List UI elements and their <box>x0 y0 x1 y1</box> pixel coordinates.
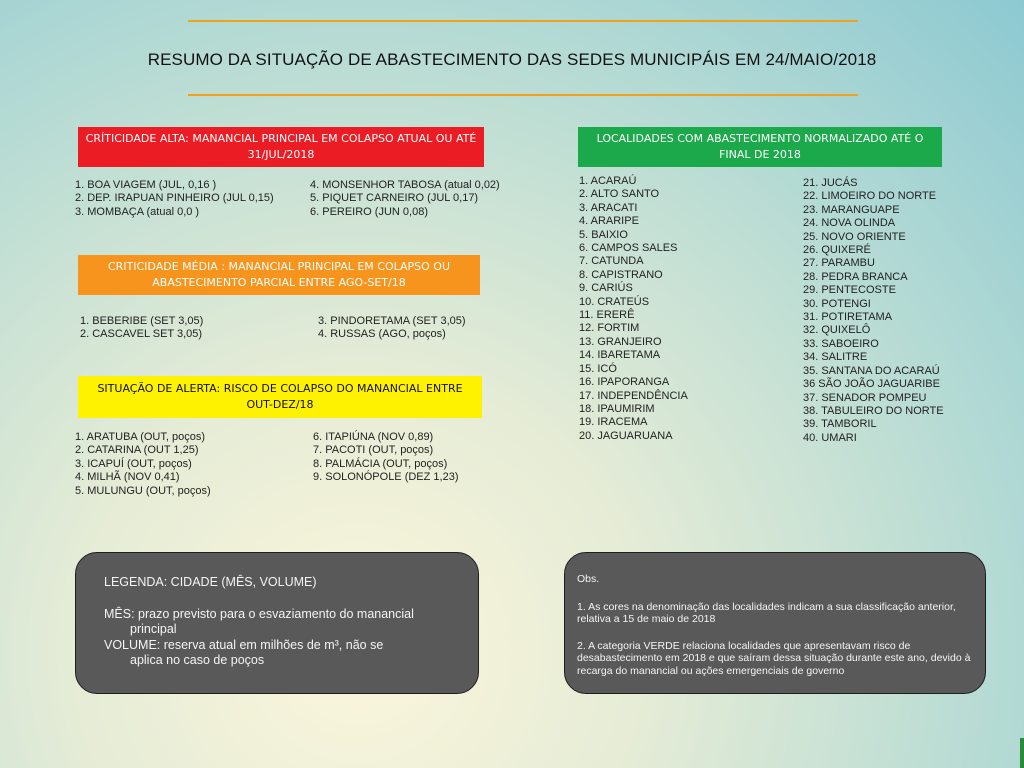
list-item: 21. JUCÁS <box>803 177 858 189</box>
alerta-list-2 <box>313 431 459 485</box>
list-item: 8. PALMÁCIA (OUT, poços) <box>313 457 448 470</box>
list-item: 5. BAIXIO <box>579 228 628 241</box>
list-item: 3. PINDORETAMA (SET 3,05) <box>318 315 466 327</box>
list-item: 1. BOA VIAGEM (JUL, 0,16 ) <box>75 179 217 191</box>
list-item: 2. CATARINA (OUT 1,25) <box>75 444 199 457</box>
list-item: 37. SENADOR POMPEU <box>803 391 927 404</box>
obs-box <box>564 552 986 694</box>
alta-list-1 <box>75 179 274 219</box>
list-item: 2. ALTO SANTO <box>579 188 660 201</box>
list-item: 5. MULUNGU (OUT, poços) <box>75 484 211 497</box>
list-item: 30. POTENGI <box>803 297 871 310</box>
list-item: 3. ARACATI <box>579 201 638 214</box>
list-item: 3. ICAPUÍ (OUT, poços) <box>75 457 192 470</box>
list-item: 14. IBARETAMA <box>579 349 661 362</box>
legend-mes: MÊS: prazo previsto para o esvaziamento do manancial <box>104 606 414 621</box>
legend-volume-cont: aplica no caso de poços <box>130 653 265 667</box>
list-item: 31. POTIRETAMA <box>803 311 893 324</box>
list-item: 15. ICÓ <box>579 362 617 375</box>
list-item: 13. GRANJEIRO <box>579 335 662 348</box>
list-item: 24. NOVA OLINDA <box>803 217 896 230</box>
page-title: RESUMO DA SITUAÇÃO DE ABASTECIMENTO DAS SEDES MUNICIPÁIS EM 24/MAIO/2018 <box>147 50 877 69</box>
obs-note-1: 1. As cores na denominação das localidades indicam a sua classificação anterior, relativa a 15 de maio de 2018 <box>577 600 956 625</box>
legend-title: LEGENDA: CIDADE (MÊS, VOLUME) <box>104 575 317 589</box>
list-item: 8. CAPISTRANO <box>579 268 663 281</box>
list-item: 5. PIQUET CARNEIRO (JUL 0,17) <box>310 192 479 205</box>
media-list-2 <box>318 315 466 342</box>
corner-accent <box>1020 738 1024 768</box>
legend-volume: VOLUME: reserva atual em milhões de m³, não se <box>104 637 384 652</box>
list-item: 39. TAMBORIL <box>803 418 877 431</box>
list-item: 3. MOMBAÇA (atual 0,0 ) <box>75 205 200 218</box>
list-item: 35. SANTANA DO ACARAÚ <box>803 364 940 377</box>
list-item: 6. ITAPIÚNA (NOV 0,89) <box>313 431 434 443</box>
list-item: 9. CARIÚS <box>579 282 633 295</box>
list-item: 36 SÃO JOÃO JAGUARIBE <box>803 378 940 391</box>
list-item: 34. SALITRE <box>803 351 868 364</box>
obs-title: Obs. <box>577 573 600 585</box>
list-item: 29. PENTECOSTE <box>803 284 896 297</box>
list-item: 4. ARARIPE <box>579 215 639 228</box>
list-item: 1. ACARAÚ <box>579 175 637 187</box>
alerta-list-1 <box>75 431 211 498</box>
list-item: 12. FORTIM <box>579 322 640 335</box>
list-item: 33. SABOEIRO <box>803 337 879 350</box>
list-item: 18. IPAUMIRIM <box>579 402 655 415</box>
media-list-1 <box>80 315 203 342</box>
list-item: 28. PEDRA BRANCA <box>803 270 908 283</box>
list-item: 2. CASCAVEL SET 3,05) <box>80 328 203 341</box>
list-item: 32. QUIXELÔ <box>803 324 871 337</box>
list-item: 20. JAGUARUANA <box>579 429 673 442</box>
list-item: 22. LIMOEIRO DO NORTE <box>803 190 937 203</box>
list-item: 17. INDEPENDÊNCIA <box>579 389 688 402</box>
list-item: 4. RUSSAS (AGO, poços) <box>318 328 446 341</box>
legend-mes-cont: principal <box>130 622 177 636</box>
list-item: 6. CAMPOS SALES <box>579 242 678 255</box>
list-item: 7. PACOTI (OUT, poços) <box>313 444 434 457</box>
list-item: 4. MILHÃ (NOV 0,41) <box>75 471 180 484</box>
list-item: 25. NOVO ORIENTE <box>803 230 906 243</box>
top-divider <box>188 20 858 22</box>
list-item: 16. IPAPORANGA <box>579 376 670 389</box>
list-item: 2. DEP. IRAPUAN PINHEIRO (JUL 0,15) <box>75 192 274 205</box>
list-item: 19. IRACEMA <box>579 416 648 429</box>
list-item: 11. ERERÊ <box>579 309 635 322</box>
normal-list-1 <box>579 175 688 443</box>
list-item: 23. MARANGUAPE <box>803 203 900 216</box>
list-item: 1. ARATUBA (OUT, poços) <box>75 431 206 443</box>
normal-list-2 <box>803 177 944 445</box>
title-divider <box>188 94 858 96</box>
list-item: 40. UMARI <box>803 431 857 444</box>
list-item: 4. MONSENHOR TABOSA (atual 0,02) <box>310 179 500 191</box>
media-header: CRITICIDADE MÉDIA : MANANCIAL PRINCIPAL EM COLAPSO OU ABASTECIMENTO PARCIAL ENTRE AGO-SET/18 <box>78 255 480 295</box>
list-item: 7. CATUNDA <box>579 255 644 268</box>
list-item: 9. SOLONÓPOLE (DEZ 1,23) <box>313 471 459 484</box>
list-item: 1. BEBERIBE (SET 3,05) <box>80 315 204 327</box>
alerta-header: SITUAÇÃO DE ALERTA: RISCO DE COLAPSO DO MANANCIAL ENTRE OUT-DEZ/18 <box>78 376 482 418</box>
list-item: 10. CRATEÚS <box>579 295 650 308</box>
list-item: 38. TABULEIRO DO NORTE <box>803 404 944 417</box>
list-item: 27. PARAMBU <box>803 257 875 270</box>
obs-note-2: 2. A categoria VERDE relaciona localidades que apresentavam risco de desabastecimento em 2018 e que saíram dessa situação durante este ano, devido à recarga do manancial ou ações emergenciais de governo <box>577 639 971 677</box>
alta-header: CRÍTICIDADE ALTA: MANANCIAL PRINCIPAL EM COLAPSO ATUAL OU ATÉ 31/JUL/2018 <box>78 127 484 167</box>
list-item: 6. PEREIRO (JUN 0,08) <box>310 205 428 218</box>
list-item: 26. QUIXERÉ <box>803 244 871 257</box>
legend-box <box>75 552 479 694</box>
alta-list-2 <box>310 179 500 219</box>
normal-header: LOCALIDADES COM ABASTECIMENTO NORMALIZADO ATÉ O FINAL DE 2018 <box>578 127 942 167</box>
